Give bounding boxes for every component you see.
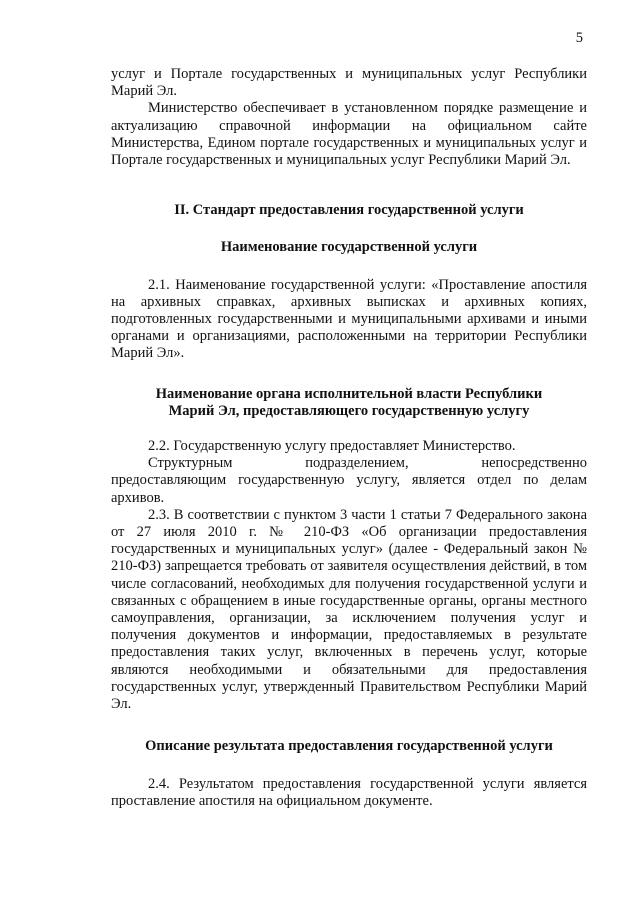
paragraph-2-4: 2.4. Результатом предоставления государственной услуги является проставление апостиля на официальном документе. — [111, 775, 587, 809]
authority-heading-line-1: Наименование органа исполнительной власти Республики — [155, 385, 543, 402]
structural-word-3: непосредственно — [481, 455, 587, 472]
document-body — [111, 66, 587, 810]
structural-word-2: подразделением, — [305, 455, 409, 472]
intro-continuation-paragraph: услуг и Портале государственных и муниципальных услуг Республики Марий Эл. — [111, 66, 587, 100]
result-heading: Описание результата предоставления государственной услуги — [145, 738, 553, 755]
paragraph-2-1: 2.1. Наименование государственной услуги: «Проставление апостиля на архивных справках, архивных выписках и архивных копиях, подготовленных государственными и муниципальными архивами и иными органами и организациями, расположенными на территории Республики Марий Эл». — [111, 276, 587, 362]
page-number: 5 — [575, 30, 583, 46]
structural-division-first-line — [111, 455, 587, 472]
structural-division-rest: предоставляющим государственную услугу, является отдел по делам архивов. — [111, 472, 587, 506]
section-ii-title: II. Стандарт предоставления государственной услуги — [174, 202, 524, 219]
structural-word-1: Структурным — [148, 455, 233, 472]
authority-heading-line-2: Марий Эл, предоставляющего государственную услугу — [168, 402, 530, 419]
paragraph-2-2: 2.2. Государственную услугу предоставляет Министерство. — [148, 438, 516, 455]
authority-heading — [111, 386, 587, 420]
service-name-heading: Наименование государственной услуги — [220, 239, 478, 256]
ministry-info-paragraph: Министерство обеспечивает в установленном порядке размещение и актуализацию справочной информации на официальном сайте Министерства, Едином портале государственных и муниципальных услуг и Портале государственных и муниципальных услуг Республики Марий Эл. — [111, 100, 587, 169]
paragraph-2-3: 2.3. В соответствии с пунктом 3 части 1 статьи 7 Федерального закона от 27 июля 2010 г. № 210-ФЗ «Об организации предоставления государственных и муниципальных услуг» (далее - Федеральный закон № 210-ФЗ) запрещается требовать от заявителя осуществления действий, в том числе согласований, необходимых для получения государственной услуги и связанных с обращением в иные государственные органы, органы местного самоуправления, организации, за исключением получения услуг и получения документов и информации, предоставляемых в результате предоставления таких услуг, включенных в перечень услуг, которые являются необходимыми и обязательными для предоставления государственных услуг, утвержденный Правительством Республики Марий Эл. — [111, 506, 587, 713]
